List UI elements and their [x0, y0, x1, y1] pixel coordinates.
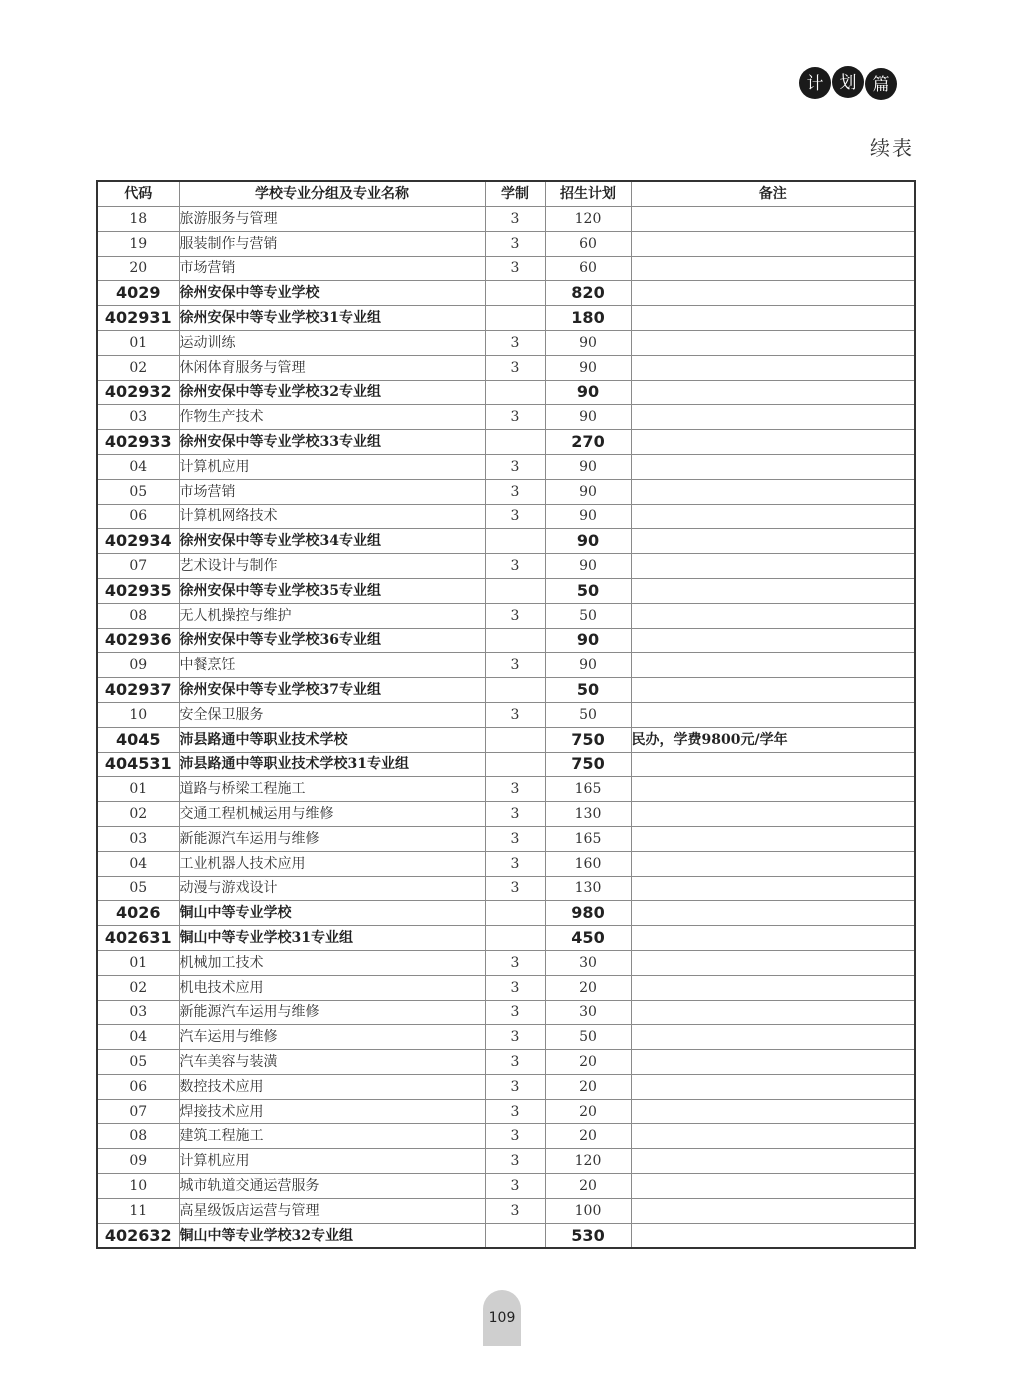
cell-note — [631, 603, 915, 628]
major-row — [97, 1198, 915, 1223]
cell-code: 03 — [97, 826, 179, 851]
group-row — [97, 281, 915, 306]
cell-years: 3 — [485, 1124, 545, 1149]
cell-note: 民办，学费9800元/学年 — [631, 727, 915, 752]
cell-name: 沛县路通中等职业技术学校 — [179, 727, 485, 752]
major-row — [97, 802, 915, 827]
major-row — [97, 405, 915, 430]
cell-name: 交通工程机械运用与维修 — [179, 802, 485, 827]
column-header-years: 学制 — [485, 181, 545, 207]
cell-code: 04 — [97, 454, 179, 479]
cell-years: 3 — [485, 1025, 545, 1050]
cell-note — [631, 702, 915, 727]
group-row — [97, 578, 915, 603]
cell-plan: 160 — [545, 851, 631, 876]
cell-plan: 50 — [545, 578, 631, 603]
cell-name: 徐州安保中等专业学校31专业组 — [179, 306, 485, 331]
cell-name: 动漫与游戏设计 — [179, 876, 485, 901]
cell-note — [631, 355, 915, 380]
cell-years: 3 — [485, 405, 545, 430]
cell-plan: 50 — [545, 678, 631, 703]
cell-name: 铜山中等专业学校32专业组 — [179, 1223, 485, 1248]
cell-name: 徐州安保中等专业学校33专业组 — [179, 430, 485, 455]
cell-note — [631, 330, 915, 355]
cell-years: 3 — [485, 231, 545, 256]
cell-code: 08 — [97, 1124, 179, 1149]
cell-code: 04 — [97, 1025, 179, 1050]
column-header-code: 代码 — [97, 181, 179, 207]
cell-plan: 165 — [545, 826, 631, 851]
cell-name: 休闲体育服务与管理 — [179, 355, 485, 380]
major-row — [97, 1174, 915, 1199]
cell-note — [631, 926, 915, 951]
cell-note — [631, 1000, 915, 1025]
cell-code: 10 — [97, 702, 179, 727]
major-row — [97, 1099, 915, 1124]
enrollment-plan-table — [96, 180, 916, 1249]
cell-note — [631, 1099, 915, 1124]
major-row — [97, 454, 915, 479]
cell-code: 06 — [97, 1074, 179, 1099]
cell-code: 402937 — [97, 678, 179, 703]
cell-plan: 50 — [545, 1025, 631, 1050]
cell-plan: 90 — [545, 380, 631, 405]
cell-plan: 820 — [545, 281, 631, 306]
cell-code: 07 — [97, 554, 179, 579]
group-row — [97, 752, 915, 777]
cell-name: 焊接技术应用 — [179, 1099, 485, 1124]
major-row — [97, 777, 915, 802]
cell-note — [631, 876, 915, 901]
cell-years: 3 — [485, 330, 545, 355]
cell-years: 3 — [485, 826, 545, 851]
cell-note — [631, 479, 915, 504]
cell-name: 新能源汽车运用与维修 — [179, 1000, 485, 1025]
cell-code: 07 — [97, 1099, 179, 1124]
cell-years: 3 — [485, 1074, 545, 1099]
cell-note — [631, 1124, 915, 1149]
cell-plan: 750 — [545, 727, 631, 752]
cell-name: 沛县路通中等职业技术学校31专业组 — [179, 752, 485, 777]
cell-name: 徐州安保中等专业学校35专业组 — [179, 578, 485, 603]
group-row — [97, 1223, 915, 1248]
cell-code: 4026 — [97, 901, 179, 926]
cell-note — [631, 1050, 915, 1075]
cell-plan: 980 — [545, 901, 631, 926]
cell-years — [485, 430, 545, 455]
cell-plan: 90 — [545, 529, 631, 554]
cell-code: 04 — [97, 851, 179, 876]
cell-plan: 30 — [545, 1000, 631, 1025]
cell-years: 3 — [485, 1099, 545, 1124]
cell-plan: 30 — [545, 950, 631, 975]
cell-years — [485, 628, 545, 653]
cell-code: 02 — [97, 802, 179, 827]
cell-code: 18 — [97, 207, 179, 232]
cell-years — [485, 529, 545, 554]
cell-plan: 20 — [545, 1099, 631, 1124]
logo-char-2: 划 — [839, 73, 857, 93]
cell-note — [631, 529, 915, 554]
table-body — [97, 207, 915, 1249]
cell-plan: 50 — [545, 603, 631, 628]
cell-years: 3 — [485, 802, 545, 827]
cell-name: 市场营销 — [179, 479, 485, 504]
cell-code: 08 — [97, 603, 179, 628]
cell-years: 3 — [485, 653, 545, 678]
major-row — [97, 231, 915, 256]
logo-char-1: 计 — [806, 74, 824, 94]
cell-plan: 90 — [545, 330, 631, 355]
major-row — [97, 1074, 915, 1099]
cell-note — [631, 405, 915, 430]
major-row — [97, 876, 915, 901]
cell-note — [631, 752, 915, 777]
major-row — [97, 256, 915, 281]
cell-plan: 90 — [545, 653, 631, 678]
cell-name: 旅游服务与管理 — [179, 207, 485, 232]
cell-plan: 130 — [545, 876, 631, 901]
major-row — [97, 702, 915, 727]
cell-note — [631, 826, 915, 851]
cell-note — [631, 678, 915, 703]
cell-code: 20 — [97, 256, 179, 281]
cell-plan: 50 — [545, 702, 631, 727]
cell-name: 徐州安保中等专业学校36专业组 — [179, 628, 485, 653]
cell-years — [485, 752, 545, 777]
cell-note — [631, 207, 915, 232]
cell-years: 3 — [485, 504, 545, 529]
cell-name: 道路与桥梁工程施工 — [179, 777, 485, 802]
cell-plan: 90 — [545, 405, 631, 430]
cell-plan: 130 — [545, 802, 631, 827]
group-row — [97, 430, 915, 455]
logo-char-3: 篇 — [872, 75, 890, 95]
cell-code: 402932 — [97, 380, 179, 405]
table-header-row — [97, 181, 915, 207]
cell-plan: 90 — [545, 454, 631, 479]
cell-code: 402931 — [97, 306, 179, 331]
cell-note — [631, 628, 915, 653]
cell-plan: 530 — [545, 1223, 631, 1248]
cell-years: 3 — [485, 851, 545, 876]
cell-code: 402933 — [97, 430, 179, 455]
cell-name: 服装制作与营销 — [179, 231, 485, 256]
cell-code: 19 — [97, 231, 179, 256]
cell-plan: 90 — [545, 355, 631, 380]
cell-note — [631, 1174, 915, 1199]
major-row — [97, 950, 915, 975]
cell-years: 3 — [485, 1174, 545, 1199]
cell-code: 02 — [97, 355, 179, 380]
cell-name: 机械加工技术 — [179, 950, 485, 975]
cell-years — [485, 306, 545, 331]
group-row — [97, 628, 915, 653]
cell-note — [631, 554, 915, 579]
cell-years: 3 — [485, 603, 545, 628]
cell-plan: 90 — [545, 554, 631, 579]
cell-name: 汽车美容与装潢 — [179, 1050, 485, 1075]
continued-label: 续表 — [870, 136, 914, 160]
cell-code: 01 — [97, 950, 179, 975]
major-row — [97, 975, 915, 1000]
cell-years — [485, 1223, 545, 1248]
group-row — [97, 901, 915, 926]
cell-years: 3 — [485, 702, 545, 727]
cell-name: 高星级饭店运营与管理 — [179, 1198, 485, 1223]
cell-code: 03 — [97, 1000, 179, 1025]
cell-years: 3 — [485, 355, 545, 380]
cell-code: 402631 — [97, 926, 179, 951]
cell-plan: 165 — [545, 777, 631, 802]
cell-name: 计算机应用 — [179, 454, 485, 479]
cell-plan: 270 — [545, 430, 631, 455]
major-row — [97, 1149, 915, 1174]
cell-plan: 60 — [545, 231, 631, 256]
cell-code: 02 — [97, 975, 179, 1000]
cell-name: 作物生产技术 — [179, 405, 485, 430]
cell-plan: 20 — [545, 1050, 631, 1075]
major-row — [97, 554, 915, 579]
column-header-note: 备注 — [631, 181, 915, 207]
group-row — [97, 926, 915, 951]
cell-code: 05 — [97, 1050, 179, 1075]
cell-plan: 20 — [545, 975, 631, 1000]
cell-name: 建筑工程施工 — [179, 1124, 485, 1149]
cell-plan: 90 — [545, 479, 631, 504]
cell-note — [631, 281, 915, 306]
cell-note — [631, 430, 915, 455]
cell-years: 3 — [485, 1198, 545, 1223]
cell-plan: 20 — [545, 1074, 631, 1099]
cell-name: 计算机应用 — [179, 1149, 485, 1174]
cell-plan: 90 — [545, 504, 631, 529]
cell-note — [631, 975, 915, 1000]
cell-years — [485, 926, 545, 951]
group-row — [97, 306, 915, 331]
cell-code: 01 — [97, 330, 179, 355]
cell-name: 铜山中等专业学校31专业组 — [179, 926, 485, 951]
cell-note — [631, 1074, 915, 1099]
cell-years — [485, 281, 545, 306]
cell-years: 3 — [485, 207, 545, 232]
cell-years — [485, 901, 545, 926]
cell-code: 11 — [97, 1198, 179, 1223]
cell-code: 03 — [97, 405, 179, 430]
group-row — [97, 678, 915, 703]
cell-name: 中餐烹饪 — [179, 653, 485, 678]
cell-name: 汽车运用与维修 — [179, 1025, 485, 1050]
cell-years: 3 — [485, 1000, 545, 1025]
cell-name: 新能源汽车运用与维修 — [179, 826, 485, 851]
major-row — [97, 653, 915, 678]
cell-years: 3 — [485, 554, 545, 579]
cell-note — [631, 653, 915, 678]
cell-plan: 450 — [545, 926, 631, 951]
cell-name: 徐州安保中等专业学校 — [179, 281, 485, 306]
cell-name: 徐州安保中等专业学校34专业组 — [179, 529, 485, 554]
major-row — [97, 826, 915, 851]
group-row — [97, 380, 915, 405]
cell-years: 3 — [485, 454, 545, 479]
cell-note — [631, 777, 915, 802]
section-logo — [798, 64, 898, 102]
cell-years: 3 — [485, 479, 545, 504]
major-row — [97, 504, 915, 529]
cell-code: 05 — [97, 479, 179, 504]
major-row — [97, 851, 915, 876]
cell-note — [631, 1223, 915, 1248]
cell-code: 09 — [97, 1149, 179, 1174]
group-row — [97, 529, 915, 554]
cell-years: 3 — [485, 975, 545, 1000]
cell-name: 数控技术应用 — [179, 1074, 485, 1099]
major-row — [97, 330, 915, 355]
cell-note — [631, 851, 915, 876]
cell-plan: 180 — [545, 306, 631, 331]
cell-name: 无人机操控与维护 — [179, 603, 485, 628]
major-row — [97, 1050, 915, 1075]
cell-name: 徐州安保中等专业学校37专业组 — [179, 678, 485, 703]
cell-note — [631, 1149, 915, 1174]
cell-code: 09 — [97, 653, 179, 678]
cell-note — [631, 1198, 915, 1223]
group-row — [97, 727, 915, 752]
major-row — [97, 1025, 915, 1050]
cell-note — [631, 802, 915, 827]
cell-code: 402936 — [97, 628, 179, 653]
cell-plan: 20 — [545, 1174, 631, 1199]
cell-name: 市场营销 — [179, 256, 485, 281]
cell-note — [631, 1025, 915, 1050]
cell-note — [631, 231, 915, 256]
cell-name: 铜山中等专业学校 — [179, 901, 485, 926]
cell-note — [631, 950, 915, 975]
major-row — [97, 479, 915, 504]
cell-code: 10 — [97, 1174, 179, 1199]
major-row — [97, 1000, 915, 1025]
cell-code: 01 — [97, 777, 179, 802]
page-number: 109 — [483, 1290, 521, 1346]
major-row — [97, 603, 915, 628]
cell-note — [631, 256, 915, 281]
cell-name: 机电技术应用 — [179, 975, 485, 1000]
cell-name: 运动训练 — [179, 330, 485, 355]
cell-plan: 120 — [545, 207, 631, 232]
cell-code: 402632 — [97, 1223, 179, 1248]
major-row — [97, 207, 915, 232]
cell-years — [485, 678, 545, 703]
cell-plan: 20 — [545, 1124, 631, 1149]
cell-plan: 120 — [545, 1149, 631, 1174]
cell-name: 计算机网络技术 — [179, 504, 485, 529]
cell-name: 工业机器人技术应用 — [179, 851, 485, 876]
cell-note — [631, 504, 915, 529]
major-row — [97, 1124, 915, 1149]
cell-years: 3 — [485, 256, 545, 281]
cell-code: 402935 — [97, 578, 179, 603]
cell-code: 06 — [97, 504, 179, 529]
cell-years: 3 — [485, 777, 545, 802]
cell-plan: 90 — [545, 628, 631, 653]
column-header-plan: 招生计划 — [545, 181, 631, 207]
cell-years — [485, 380, 545, 405]
major-row — [97, 355, 915, 380]
cell-note — [631, 454, 915, 479]
cell-plan: 60 — [545, 256, 631, 281]
cell-years — [485, 727, 545, 752]
cell-code: 4045 — [97, 727, 179, 752]
cell-plan: 100 — [545, 1198, 631, 1223]
cell-name: 安全保卫服务 — [179, 702, 485, 727]
cell-plan: 750 — [545, 752, 631, 777]
cell-years: 3 — [485, 876, 545, 901]
cell-years: 3 — [485, 950, 545, 975]
cell-code: 4029 — [97, 281, 179, 306]
cell-note — [631, 578, 915, 603]
cell-years: 3 — [485, 1149, 545, 1174]
cell-name: 艺术设计与制作 — [179, 554, 485, 579]
cell-code: 402934 — [97, 529, 179, 554]
column-header-name: 学校专业分组及专业名称 — [179, 181, 485, 207]
cell-years: 3 — [485, 1050, 545, 1075]
cell-note — [631, 901, 915, 926]
cell-name: 城市轨道交通运营服务 — [179, 1174, 485, 1199]
cell-note — [631, 380, 915, 405]
cell-years — [485, 578, 545, 603]
cell-name: 徐州安保中等专业学校32专业组 — [179, 380, 485, 405]
cell-note — [631, 306, 915, 331]
cell-code: 05 — [97, 876, 179, 901]
cell-code: 404531 — [97, 752, 179, 777]
